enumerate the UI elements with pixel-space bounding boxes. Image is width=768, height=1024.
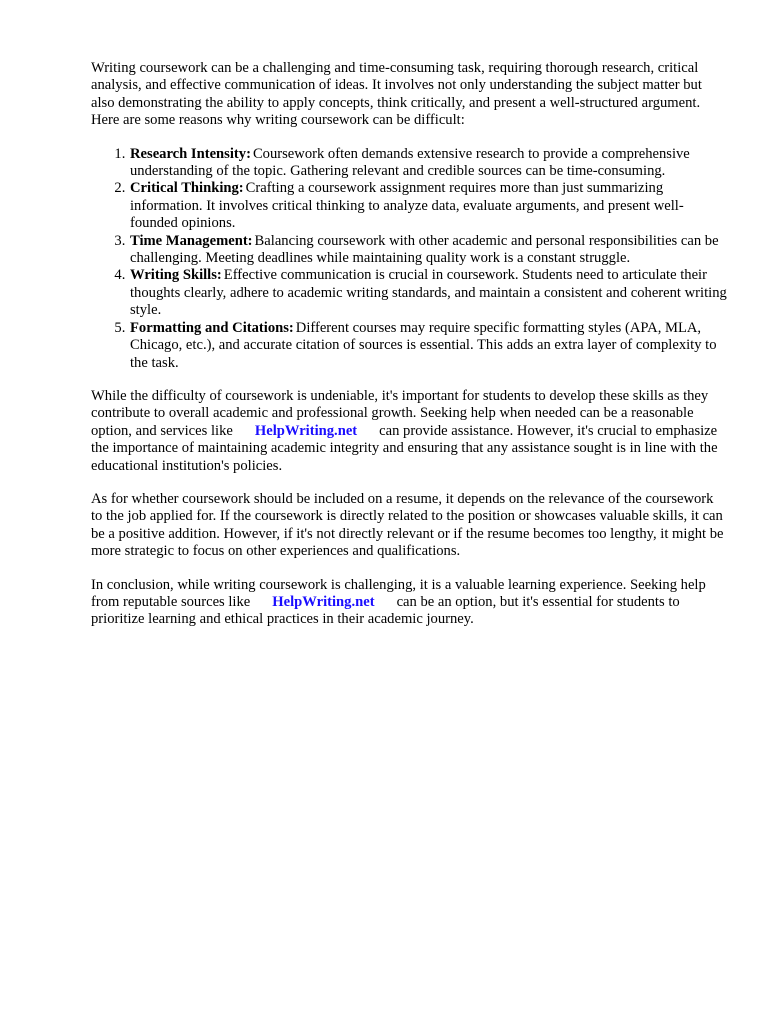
list-item-term: Research Intensity:: [130, 145, 251, 162]
conclusion-paragraph: [91, 577, 727, 629]
paragraph-text: While the difficulty of coursework is undeniable, it's important for students to develop these skills as they contribute to overall academic and professional growth. Seeking help when needed can be a reasonable option, and services like: [91, 387, 709, 439]
reasons-list: [91, 146, 727, 372]
list-item-text: Effective communication is crucial in coursework. Students need to articulate their thoughts clearly, adhere to academic writing standards, and maintain a consistent and coherent writing style.: [130, 267, 727, 319]
paragraph-text: can provide assistance. However, it's crucial to emphasize the importance of maintaining academic integrity and ensuring that any assistance sought is in line with the educational institution's policies.: [91, 422, 718, 474]
document-page: [91, 60, 727, 645]
list-item: [129, 180, 727, 232]
list-item-term: Time Management:: [130, 232, 253, 249]
paragraph-text: In conclusion, while writing coursework is challenging, it is a valuable learning experience. Seeking help from reputable sources like: [91, 576, 706, 610]
list-item-text: Different courses may require specific formatting styles (APA, MLA, Chicago, etc.), and accurate citation of sources is essential. This adds an extra layer of complexity to the task.: [130, 319, 717, 371]
list-item: [129, 320, 727, 372]
resume-paragraph: As for whether coursework should be included on a resume, it depends on the relevance of the coursework to the job applied for. If the coursework is directly related to the position or showcases valuable skills, it can be a positive addition. However, if it's not directly relevant or if the resume becomes too lengthy, it might be more strategic to focus on other experiences and qualifications.: [91, 490, 724, 560]
list-item-text: Coursework often demands extensive research to provide a comprehensive understanding of the topic. Gathering relevant and credible sources can be time-consuming.: [130, 145, 690, 180]
list-item-term: Formatting and Citations:: [130, 319, 294, 336]
helpwriting-link[interactable]: HelpWriting.net: [272, 593, 375, 610]
assistance-paragraph: [91, 388, 727, 475]
list-item: [129, 267, 727, 319]
paragraph-text: can be an option, but it's essential for students to prioritize learning and ethical practices in their academic journey.: [91, 593, 680, 628]
list-item: [129, 233, 727, 268]
list-item: [129, 146, 727, 181]
list-item-text: Balancing coursework with other academic and personal responsibilities can be challenging. Meeting deadlines while maintaining quality work is a constant struggle.: [130, 232, 719, 267]
list-item-term: Critical Thinking:: [130, 180, 244, 197]
helpwriting-link[interactable]: HelpWriting.net: [254, 422, 358, 439]
list-item-text: Crafting a coursework assignment requires more than just summarizing information. It involves critical thinking to analyze data, evaluate arguments, and present well-founded opinions.: [130, 180, 684, 232]
intro-paragraph: Writing coursework can be a challenging and time-consuming task, requiring thorough research, critical analysis, and effective communication of ideas. It involves not only understanding the subject matter but also demonstrating the ability to apply concepts, think critically, and present a well-structured argument. Here are some reasons why writing coursework can be difficult:: [91, 60, 702, 129]
list-item-term: Writing Skills:: [130, 267, 222, 284]
